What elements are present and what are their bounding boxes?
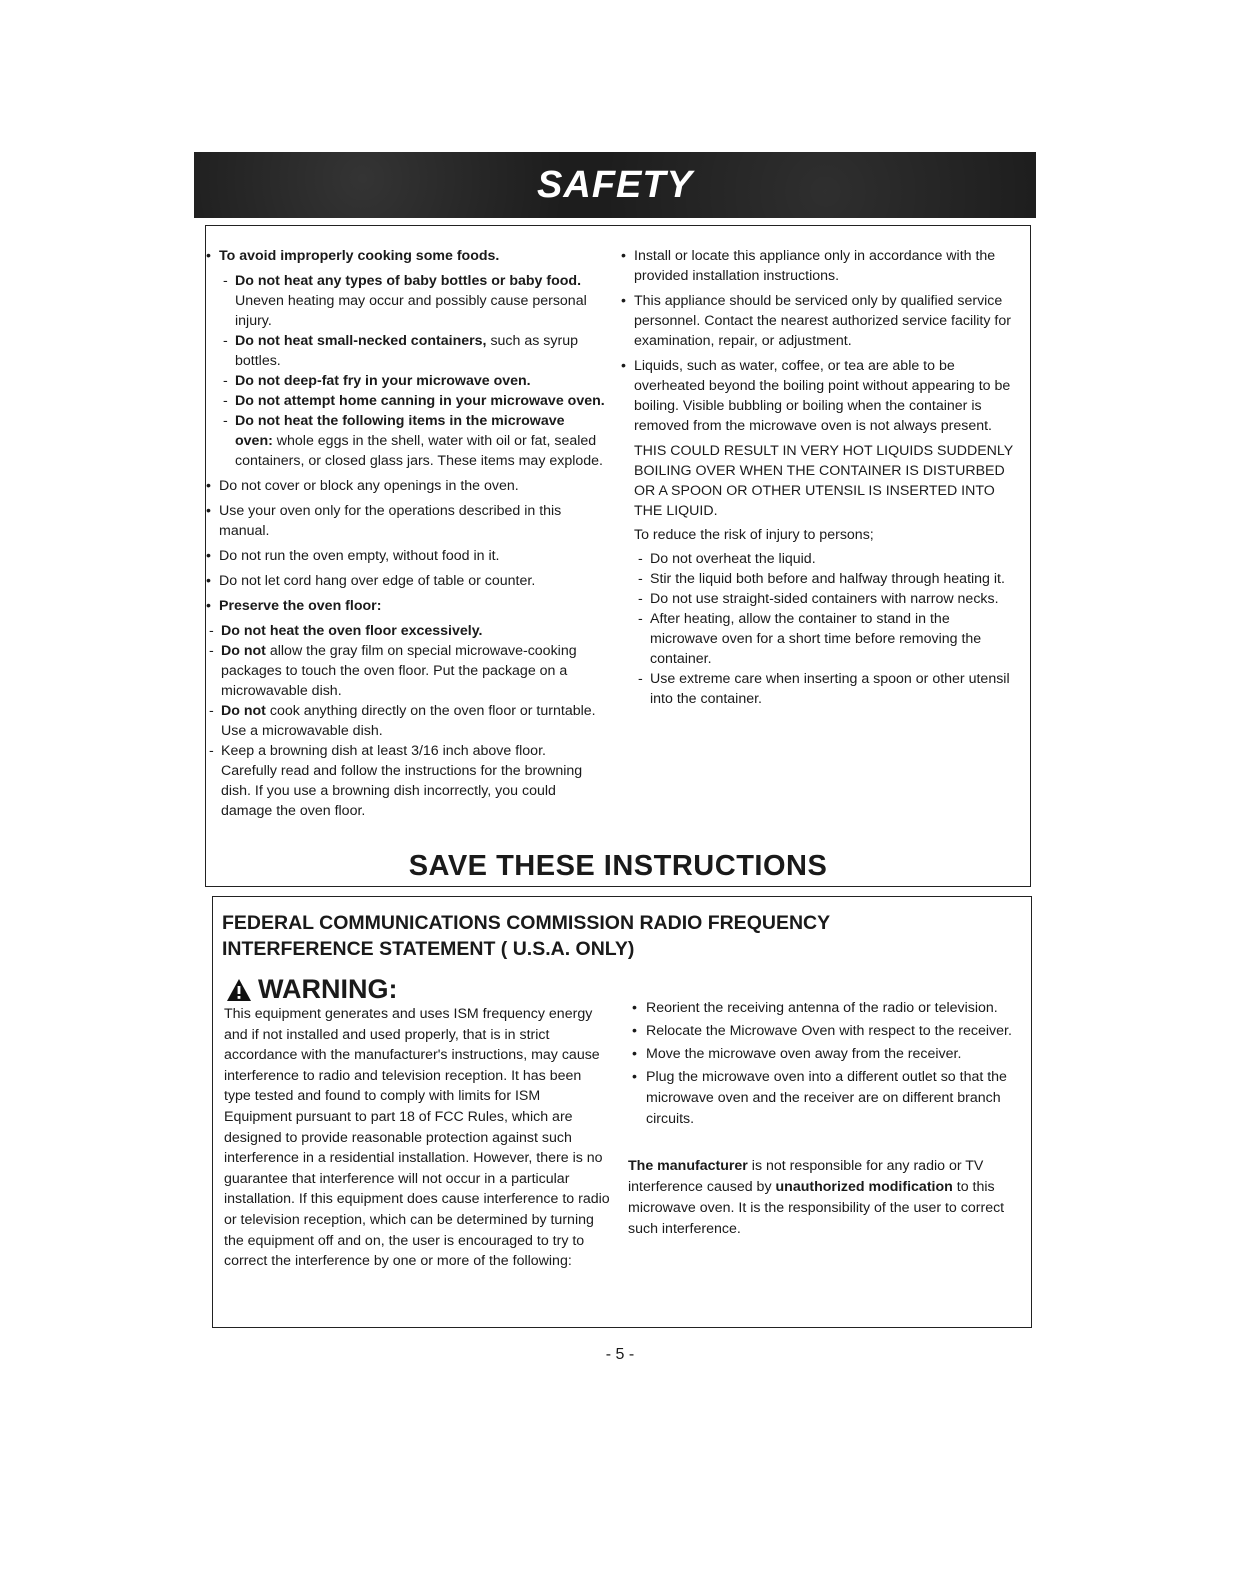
fcc-statement: This equipment generates and uses ISM frequency energy and if not installed and used properly, that is in strict accordance with the manufacturer's instructions, may cause interference to radio and television reception. It has been type tested and found to comply with limits for ISM Equipment pursuant to part 18 of FCC Rules, which are designed to provide reasonable protection against such interference in a residential installation. However, there is no guarantee that interference will not occur in a particular installation. If this equipment does cause interference to radio or television reception, which can be determined by turning the equipment off and on, the user is encouraged to try to correct the interference by one or more of the following: (224, 1006, 610, 1270)
bullet-empty: • Do not run the oven empty, without food in it. (205, 546, 605, 566)
sub-item: - After heating, allow the container to stand in the microwave oven for a short time before removing the container. (634, 609, 1020, 669)
remedy-item: • Plug the microwave oven into a different outlet so that the microwave oven and the receiver are on different branch circuits. (628, 1067, 1020, 1130)
sub-list-floor (205, 621, 605, 821)
sub-list-cooking (205, 271, 605, 471)
sub-item: - Do not heat the following items in the microwave oven: whole eggs in the shell, water with oil or fat, sealed containers, or closed glass jars. These items may explode. (219, 411, 605, 471)
sub-item: - Do not heat any types of baby bottles or baby food. Uneven heating may occur and possibly cause personal injury. (219, 271, 605, 331)
manufacturer-disclaimer: The manufacturer is not responsible for any radio or TV interference caused by unauthorized modification to this microwave oven. It is the responsibility of the user to correct such interference. (628, 1158, 1005, 1237)
sub-item: - Keep a browning dish at least 3/16 inch above floor. Carefully read and follow the instructions for the browning dish. If you use a browning dish incorrectly, you could damage the oven floor. (205, 741, 605, 821)
bullet-operations: • Use your oven only for the operations described in this manual. (205, 501, 605, 541)
section-title: SAFETY (537, 163, 693, 206)
warning-triangle-icon (226, 978, 252, 1002)
bullet-cooking-foods: • To avoid improperly cooking some foods. (205, 246, 605, 266)
bullet-service: • This appliance should be serviced only by qualified service personnel. Contact the nearest authorized service facility for examination, repair, or adjustment. (620, 291, 1020, 351)
bullet-liquids: • Liquids, such as water, coffee, or tea are able to be overheated beyond the boiling point without appearing to be boiling. Visible bubbling or boiling when the container is removed from the microwave oven is not always present. (620, 356, 1020, 436)
warning-heading (226, 974, 397, 1005)
remedy-item: • Relocate the Microwave Oven with respect to the receiver. (628, 1021, 1020, 1042)
sub-item: - Do not heat the oven floor excessively. (205, 621, 605, 641)
save-instructions-heading: SAVE THESE INSTRUCTIONS (408, 850, 828, 882)
fcc-title: FEDERAL COMMUNICATIONS COMMISSION RADIO FREQUENCY INTERFERENCE STATEMENT ( U.S.A. ONLY) (222, 912, 831, 960)
safety-left-column (205, 246, 605, 826)
page-number: - 5 - (605, 1346, 635, 1363)
sub-item: - Do not heat small-necked containers, such as syrup bottles. (219, 331, 605, 371)
sub-item: - Do not attempt home canning in your microwave oven. (219, 391, 605, 411)
sub-item: - Do not deep-fat fry in your microwave oven. (219, 371, 605, 391)
reduce-risk-line: To reduce the risk of injury to persons; (634, 527, 874, 543)
bullet-oven-floor: • Preserve the oven floor: (205, 596, 605, 616)
sub-item: - Use extreme care when inserting a spoon or other utensil into the container. (634, 669, 1020, 709)
warning-label: WARNING: (258, 974, 398, 1004)
sub-list-liquids (620, 549, 1020, 709)
bullet-cord: • Do not let cord hang over edge of table or counter. (205, 571, 605, 591)
bullet-install: • Install or locate this appliance only in accordance with the provided installation instructions. (620, 246, 1020, 286)
remedy-item: • Move the microwave oven away from the receiver. (628, 1044, 1020, 1065)
fcc-remedies (628, 998, 1020, 1240)
remedy-item: • Reorient the receiving antenna of the radio or television. (628, 998, 1020, 1019)
bullet-openings: • Do not cover or block any openings in the oven. (205, 476, 605, 496)
sub-item: - Do not cook anything directly on the oven floor or turntable. Use a microwavable dish. (205, 701, 605, 741)
sub-item: - Stir the liquid both before and halfway through heating it. (634, 569, 1020, 589)
hot-liquid-caution: THIS COULD RESULT IN VERY HOT LIQUIDS SUDDENLY BOILING OVER WHEN THE CONTAINER IS DISTURBED OR A SPOON OR OTHER UTENSIL IS INSERTED INTO THE LIQUID. (634, 443, 1013, 519)
sub-item: - Do not overheat the liquid. (634, 549, 1020, 569)
sub-item: - Do not use straight-sided containers with narrow necks. (634, 589, 1020, 609)
sub-item: - Do not allow the gray film on special microwave-cooking packages to touch the oven floor. Put the package on a microwavable dish. (205, 641, 605, 701)
safety-right-column (620, 246, 1020, 714)
safety-banner (194, 152, 1036, 218)
